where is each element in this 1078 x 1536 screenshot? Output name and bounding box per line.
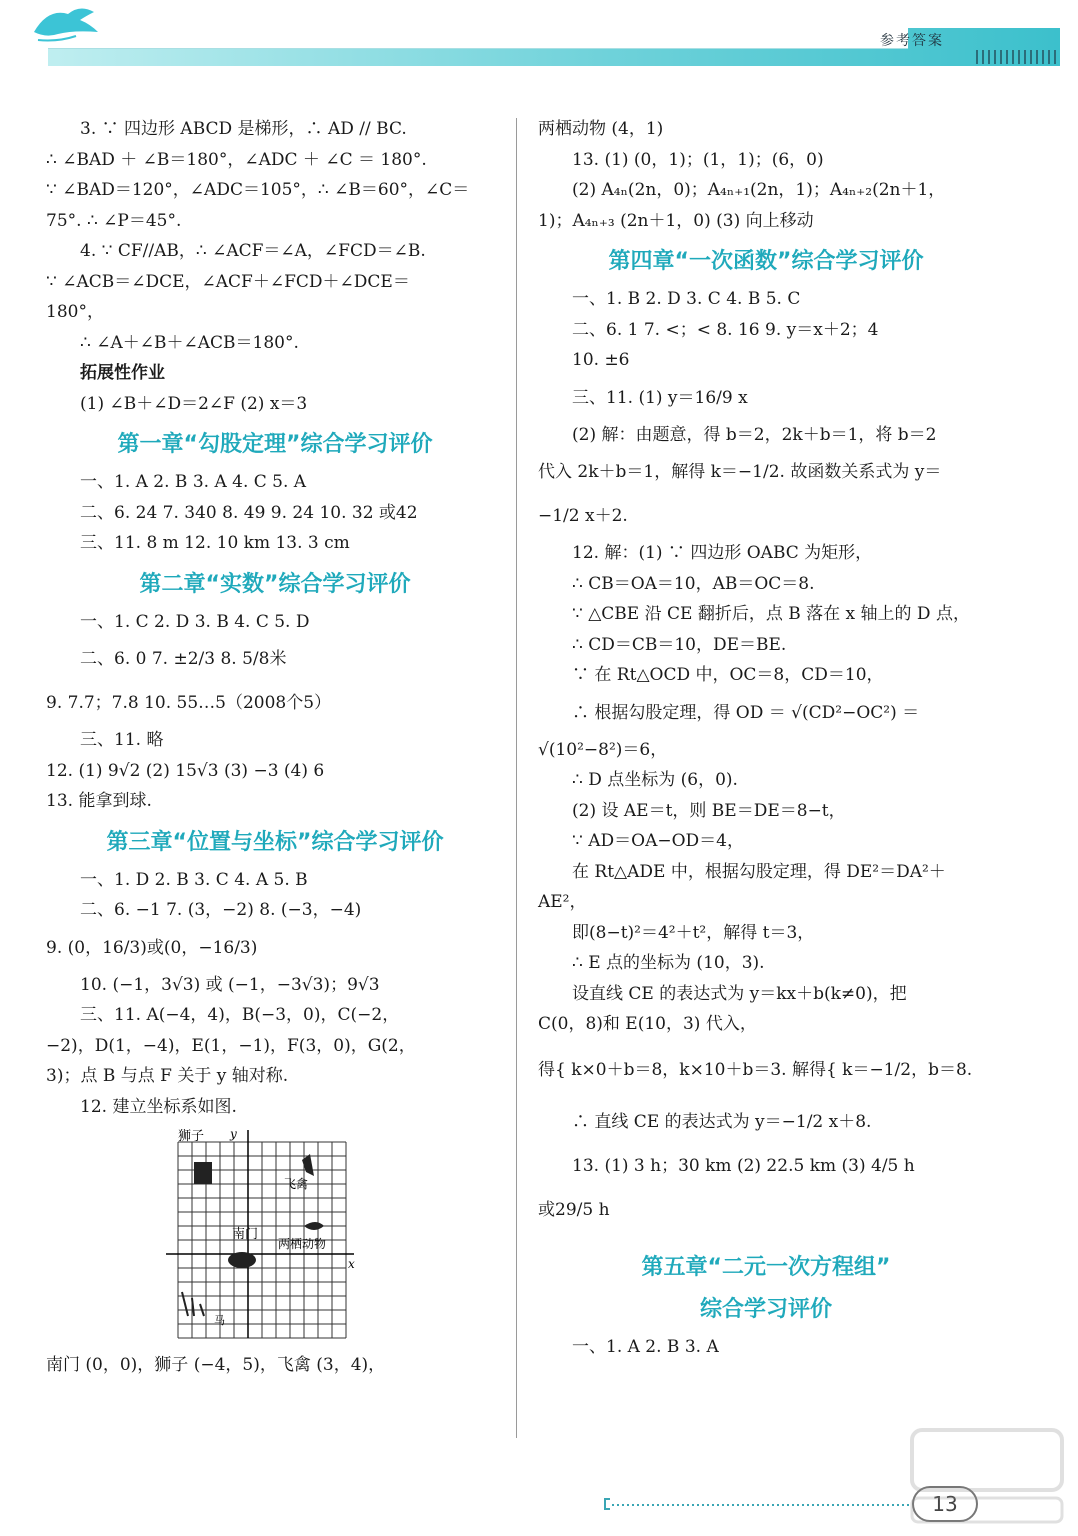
answer-line: 三、11. (1) y＝16/9 x: [572, 387, 748, 408]
left-column: [46, 114, 504, 1381]
answer-line: 代入 2k＋b＝1，解得 k＝−1/2. 故函数关系式为 y＝: [538, 462, 942, 482]
text-line: 75°. ∴ ∠P＝45°.: [46, 210, 182, 231]
answer-line: 三、11. A(−4，4)，B(−3，0)，C(−2，: [80, 1005, 400, 1025]
gate-icon: [228, 1252, 256, 1268]
answer-line: 三、11. 8 m 12. 10 km 13. 3 cm: [80, 533, 350, 553]
answer-line: ∴ D 点坐标为 (6，0).: [572, 770, 738, 790]
chapter-heading: 第四章“一次函数”综合学习评价: [608, 249, 924, 274]
horse-label: 马: [214, 1314, 225, 1327]
frog-icon: [304, 1222, 324, 1230]
answer-line: 12. 建立坐标系如图.: [80, 1096, 237, 1117]
answer-line: ∴ E 点的坐标为 (10，3).: [572, 953, 765, 973]
answer-line: 三、11. 略: [80, 730, 164, 750]
answer-line: C(0，8)和 E(10，3) 代入，: [538, 1014, 757, 1034]
answer-line: (2) 解：由题意，得 b＝2，2k＋b＝1，将 b＝2: [572, 424, 937, 445]
answer-line: 10. (−1，3√3) 或 (−1，−3√3)；9√3: [80, 974, 380, 995]
text-line: 3. ∵ 四边形 ABCD 是梯形，∴ AD // BC.: [80, 119, 407, 139]
chapter-heading: 第二章“实数”综合学习评价: [139, 571, 411, 597]
answer-line: ∴ CB＝OA＝10，AB＝OC＝8.: [572, 573, 815, 594]
text-line: ∴ ∠BAD ＋ ∠B＝180°，∠ADC ＋ ∠C ＝ 180°.: [46, 149, 427, 170]
answer-line: ∵ △CBE 沿 CE 翻折后，点 B 落在 x 轴上的 D 点，: [572, 604, 970, 624]
watermark-icon: [902, 1420, 1072, 1530]
answer-line: 12. (1) 9√2 (2) 15√3 (3) −3 (4) 6: [46, 760, 325, 781]
answer-line: (2) 设 AE＝t，则 BE＝DE＝8−t，: [572, 800, 846, 821]
answer-line: 13. (1) (0，1)；(1，1)；(6，0): [572, 149, 824, 170]
answer-line: 13. (1) 3 h；30 km (2) 22.5 km (3) 4/5 h: [572, 1155, 915, 1176]
bird-label: 飞禽: [284, 1177, 309, 1191]
answer-line: −2)，D(1，−4)，E(1，−1)，F(3，0)，G(2，: [46, 1035, 416, 1056]
page-number: 13: [912, 1486, 978, 1522]
answer-line: (2) A₄ₙ(2n，0)；A₄ₙ₊₁(2n，1)；A₄ₙ₊₂(2n＋1，: [572, 180, 946, 200]
answer-line: 二、6. −1 7. (3，−2) 8. (−3，−4): [80, 900, 362, 920]
text-line: ∵ ∠BAD＝120°，∠ADC＝105°，∴ ∠B＝60°，∠C＝: [46, 180, 470, 200]
answer-line: 两栖动物 (4，1): [538, 119, 664, 139]
answer-line: 在 Rt△ADE 中，根据勾股定理，得 DE²＝DA²＋: [572, 861, 946, 882]
chapter-heading: 第三章“位置与坐标”综合学习评价: [106, 829, 444, 855]
header-rule: [48, 28, 908, 49]
answer-line: 得{ k×0＋b＝8，k×10＋b＝3. 解得{ k＝−1/2，b＝8.: [538, 1059, 973, 1080]
footer-mark: [604, 1498, 610, 1510]
chapter-heading: 第五章“二元一次方程组”: [641, 1254, 891, 1280]
column-divider: [516, 118, 517, 1438]
right-column: [538, 114, 994, 1362]
x-axis-label: x: [348, 1257, 355, 1271]
answer-line: 或29/5 h: [538, 1199, 610, 1220]
answer-line: ∵ 在 Rt△OCD 中，OC＝8，CD＝10，: [572, 665, 884, 685]
answer-line: √(10²−8²)＝6，: [538, 739, 668, 760]
answer-line: 3)；点 B 与点 F 关于 y 轴对称.: [46, 1066, 289, 1086]
answer-line: AE²，: [538, 892, 587, 912]
text-line: 180°，: [46, 302, 104, 322]
answer-line: 设直线 CE 的表达式为 y＝kx＋b(k≠0)，把: [572, 983, 907, 1004]
coordinate-grid: [164, 1128, 360, 1344]
answer-line: 即(8−t)²＝4²＋t²，解得 t＝3，: [572, 922, 815, 943]
lion-label: 狮子: [178, 1129, 205, 1144]
answer-line: ∴ 根据勾股定理，得 OD ＝ √(CD²−OC²) ＝: [572, 702, 920, 723]
amphibian-label: 两栖动物: [278, 1237, 327, 1251]
answer-line: 9. (0，16/3)或(0，−16/3): [46, 937, 258, 958]
answer-line: 一、1. D 2. B 3. C 4. A 5. B: [80, 869, 308, 890]
answer-line: ∴ CD＝CB＝10，DE＝BE.: [572, 634, 787, 655]
text-line: 4. ∵ CF//AB，∴ ∠ACF＝∠A，∠FCD＝∠B.: [80, 241, 426, 261]
answer-line: 13. 能拿到球.: [46, 791, 152, 811]
answer-line: 二、6. 1 7. <；< 8. 16 9. y＝x＋2；4: [572, 319, 879, 340]
answer-line: −1/2 x＋2.: [538, 506, 628, 526]
answer-line: 9. 7.7；7.8 10. 55…5（2008个5）: [46, 693, 332, 713]
answer-line: 南门 (0，0)，狮子 (−4，5)，飞禽 (3，4)，: [46, 1355, 386, 1375]
coordinate-figure: [164, 1128, 360, 1344]
bird-logo-icon: [28, 2, 108, 46]
header-ticks: [976, 50, 1060, 64]
answer-line: ∵ AD＝OA−OD＝4，: [572, 831, 744, 851]
y-axis-label: y: [230, 1128, 237, 1141]
text-line: ∵ ∠ACB＝∠DCE，∠ACF＋∠FCD＋∠DCE＝: [46, 271, 410, 292]
answer-line: 一、1. B 2. D 3. C 4. B 5. C: [572, 289, 801, 309]
answer-line: 10. ±6: [572, 350, 630, 370]
text-line: ∴ ∠A＋∠B＋∠ACB＝180°.: [80, 332, 299, 353]
answer-line: 一、1. A 2. B 3. A: [572, 1336, 719, 1357]
answer-line: 1)；A₄ₙ₊₃ (2n＋1，0) (3) 向上移动: [538, 210, 814, 231]
chapter-heading: 综合学习评价: [699, 1296, 832, 1322]
answer-line: 12. 解：(1) ∵ 四边形 OABC 为矩形，: [572, 543, 873, 563]
text-line: (1) ∠B＋∠D＝2∠F (2) x＝3: [80, 393, 308, 414]
answer-line: 二、6. 24 7. 340 8. 49 9. 24 10. 32 或42: [80, 502, 418, 523]
section-subtitle: 拓展性作业: [80, 363, 165, 383]
answer-line: 一、1. C 2. D 3. B 4. C 5. D: [80, 611, 310, 632]
gate-label: 南门: [232, 1227, 259, 1242]
answer-line: 一、1. A 2. B 3. A 4. C 5. A: [80, 472, 307, 492]
footer-dots: [612, 1504, 912, 1506]
lion-icon: [194, 1162, 212, 1184]
answer-line: 二、6. 0 7. ±2/3 8. 5/8米: [80, 649, 287, 669]
answer-line: ∴ 直线 CE 的表达式为 y＝−1/2 x＋8.: [572, 1111, 872, 1132]
header-label: 参考答案: [880, 33, 944, 49]
chapter-heading: 第一章“勾股定理”综合学习评价: [117, 432, 433, 457]
